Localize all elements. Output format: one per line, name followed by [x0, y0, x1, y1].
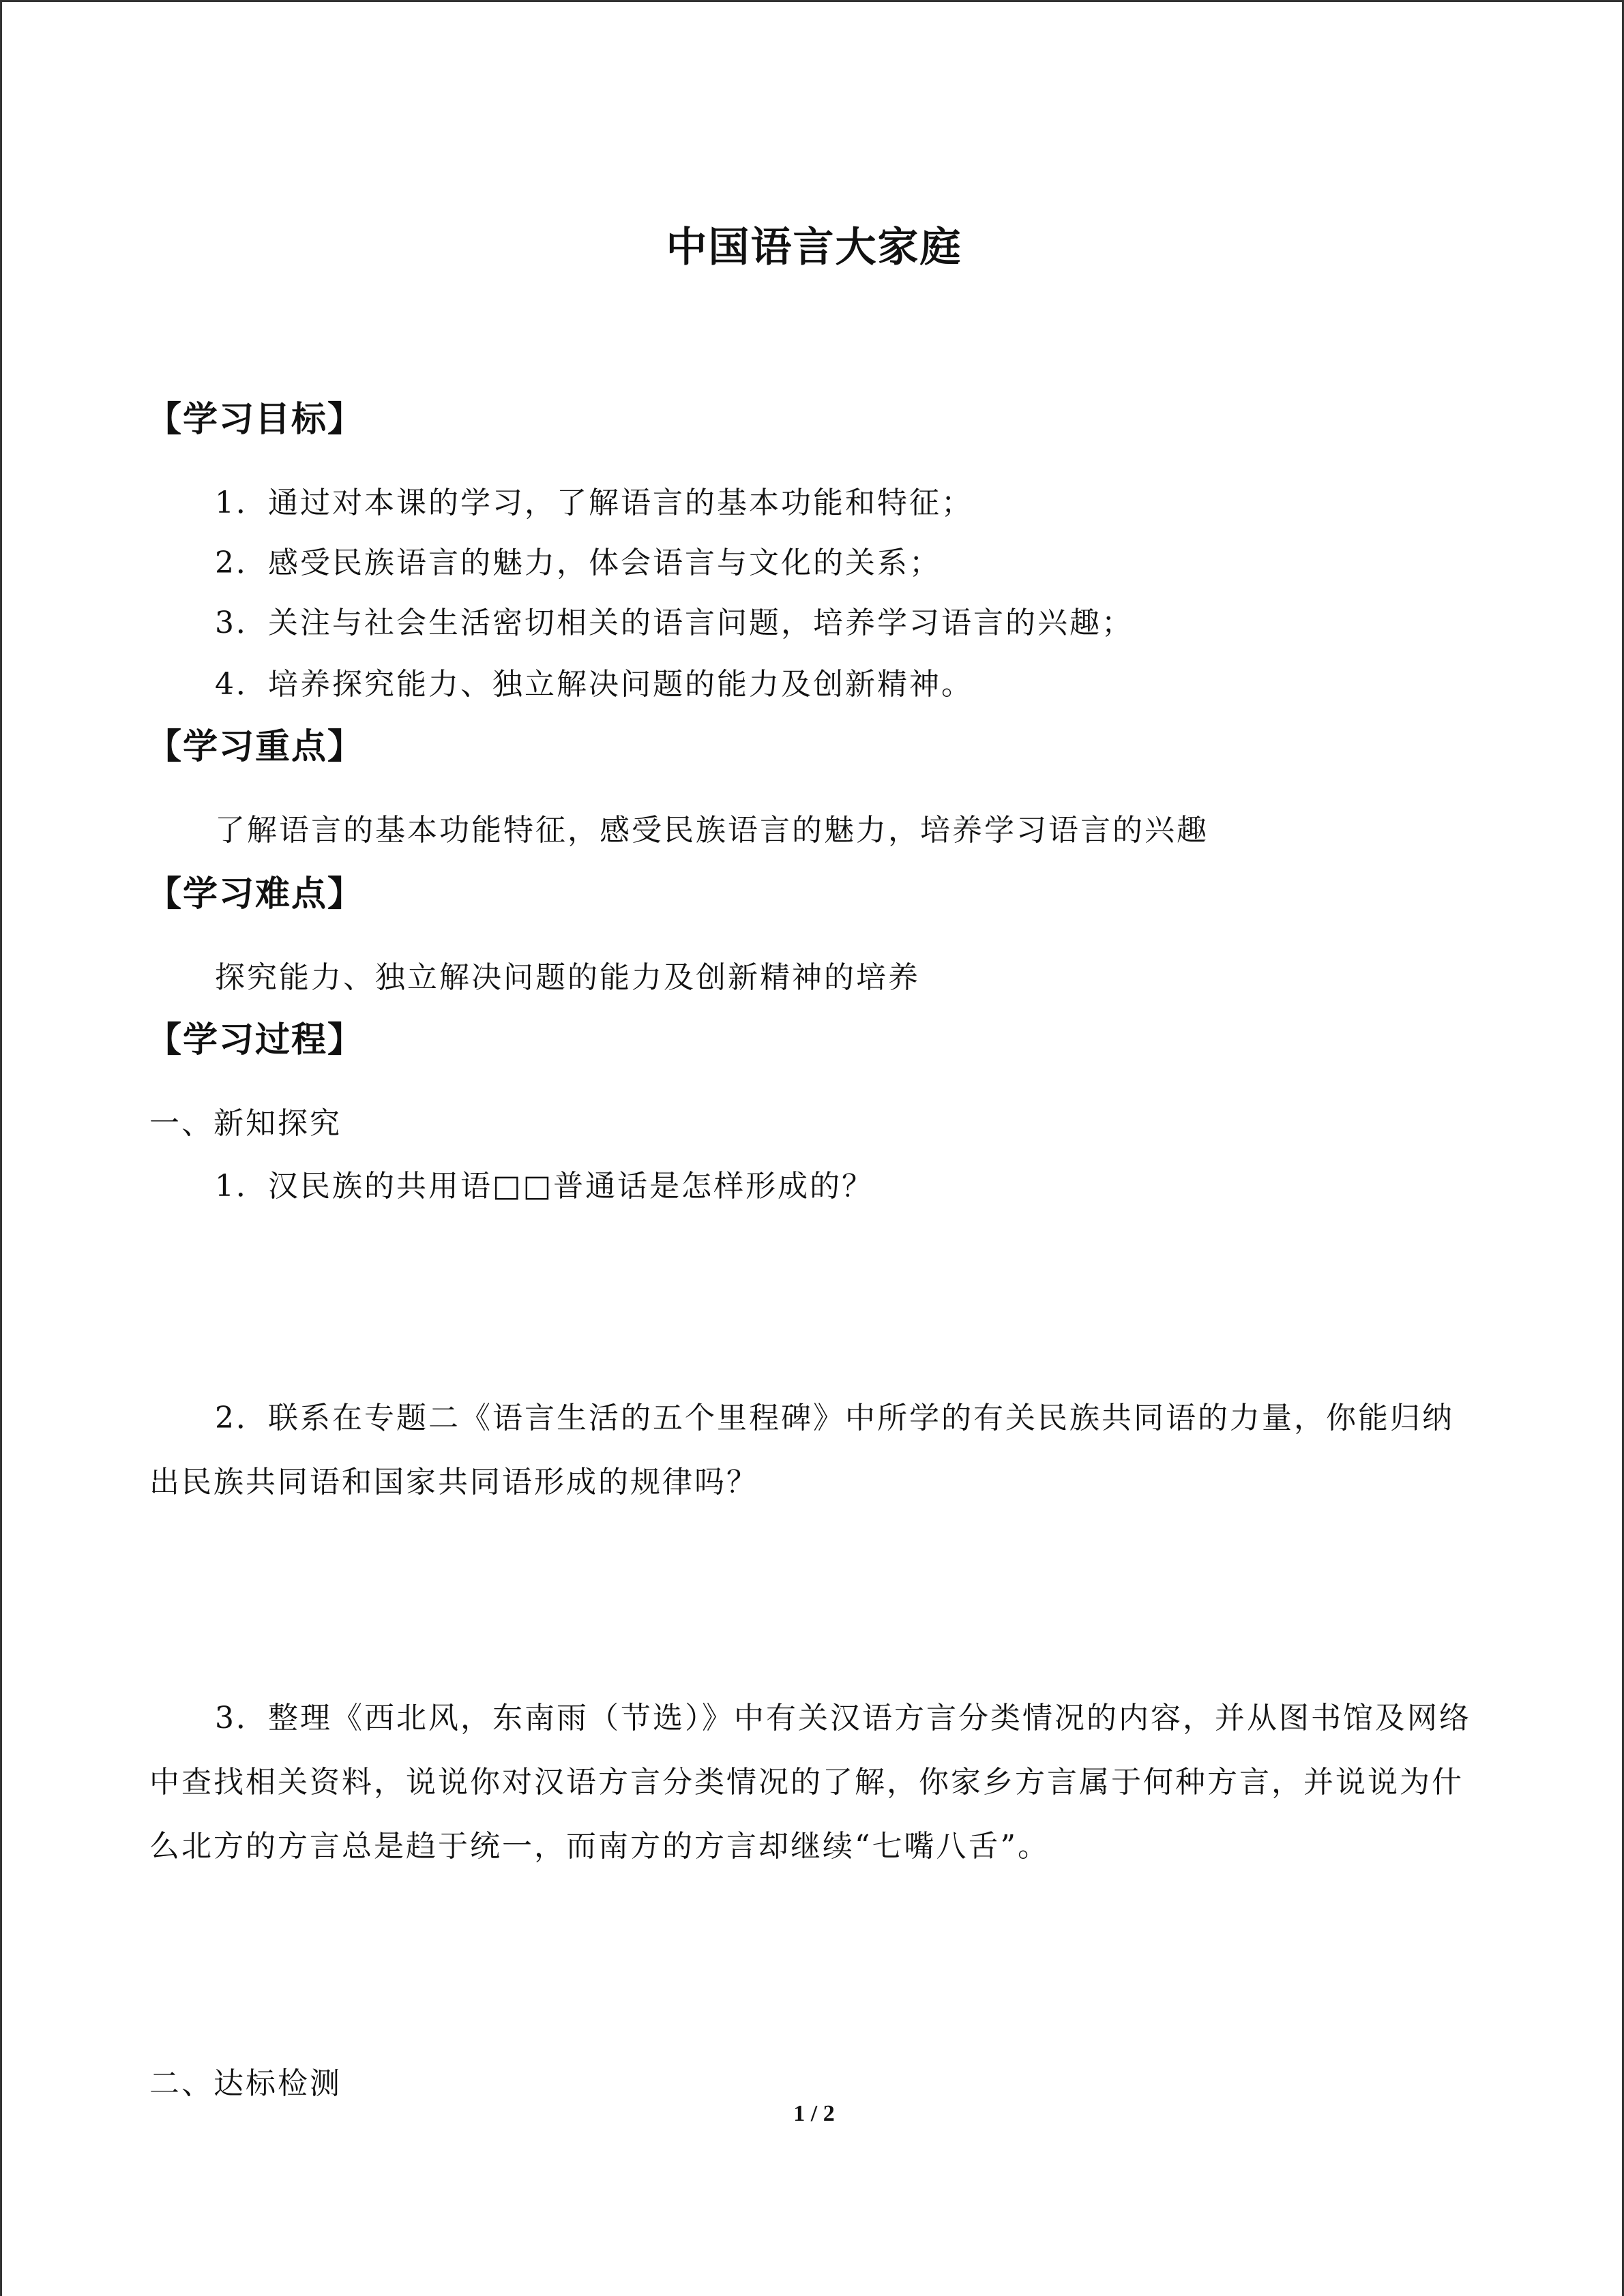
part2-title: 二、达标检测 [149, 2066, 342, 2101]
page-title: 中国语言大家庭 [666, 224, 962, 271]
difficulties-text: 探究能力、独立解决问题的能力及创新精神的培养 [215, 960, 920, 995]
question-2: 2．联系在专题二《语言生活的五个里程碑》中所学的有关民族共同语的力量，你能归纳出民族共同语和国家共同语形成的规律吗？ [149, 1401, 1454, 1500]
objective-item-3: 3．关注与社会生活密切相关的语言问题，培养学习语言的兴趣； [215, 606, 1134, 640]
objective-item-2: 2．感受民族语言的魅力，体会语言与文化的关系； [215, 546, 941, 580]
difficulties-heading: 【学习难点】 [147, 874, 364, 914]
part1-title: 一、新知探究 [149, 1106, 342, 1141]
question-1: 1．汉民族的共用语□□普通话是怎样形成的？ [215, 1169, 874, 1204]
key-points-text: 了解语言的基本功能特征，感受民族语言的魅力，培养学习语言的兴趣 [215, 813, 1209, 848]
process-heading: 【学习过程】 [147, 1020, 364, 1060]
objective-item-1: 1．通过对本课的学习，了解语言的基本功能和特征； [215, 486, 973, 520]
page-number: 1 / 2 [793, 2101, 835, 2126]
objectives-heading: 【学习目标】 [147, 400, 364, 440]
objective-item-4: 4．培养探究能力、独立解决问题的能力及创新精神。 [215, 667, 973, 702]
question-3: 3．整理《西北风，东南雨（节选）》中有关汉语方言分类情况的内容，并从图书馆及网络中查找相关资料，说说你对汉语方言分类情况的了解，你家乡方言属于何种方言，并说说为什么北方的方言总是趋于统一，而南方的方言却继续“七嘴八舌”。 [149, 1701, 1471, 1864]
key-points-heading: 【学习重点】 [147, 727, 364, 767]
